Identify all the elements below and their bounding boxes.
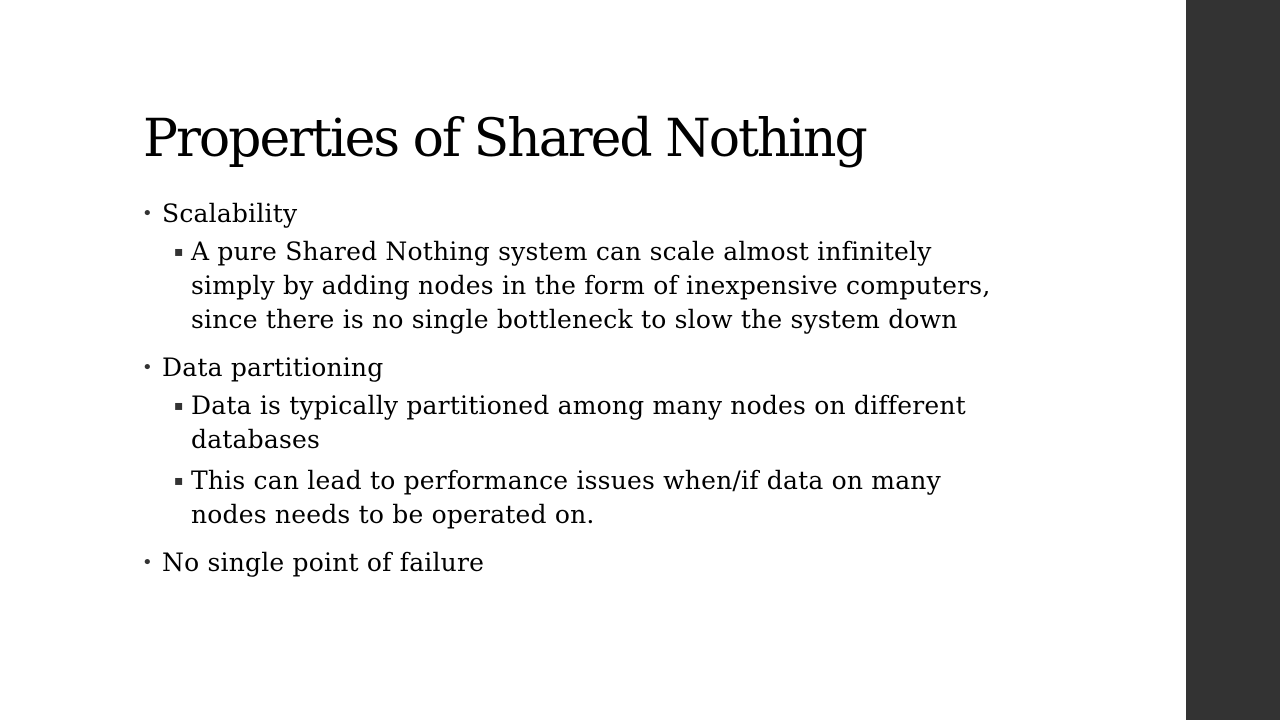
- bullet-icon: •: [142, 552, 153, 573]
- bullet-icon: •: [142, 357, 153, 378]
- sub-bullet-item: [162, 235, 1020, 337]
- bullet-label: Scalability: [162, 199, 298, 228]
- bullet-item-data-partitioning: [140, 351, 1020, 532]
- sub-bullet-item: [162, 464, 1020, 532]
- sub-bullet-text: Data is typically partitioned among many nodes on different databases: [191, 391, 966, 454]
- bullet-list: [140, 197, 1020, 594]
- sub-bullet-list: [162, 235, 1020, 337]
- sub-bullet-icon: ▪: [174, 473, 184, 489]
- slide-title: Properties of Shared Nothing: [143, 109, 866, 169]
- sub-bullet-list: [162, 389, 1020, 532]
- bullet-item-scalability: [140, 197, 1020, 337]
- sub-bullet-icon: ▪: [174, 398, 184, 414]
- sub-bullet-text: A pure Shared Nothing system can scale almost infinitely simply by adding nodes in the form of inexpensive computers, since there is no single bottleneck to slow the system down: [191, 237, 991, 334]
- sub-bullet-text: This can lead to performance issues when/if data on many nodes needs to be operated on.: [191, 466, 941, 529]
- bullet-label: No single point of failure: [162, 548, 485, 577]
- sub-bullet-item: [162, 389, 1020, 457]
- sub-bullet-icon: ▪: [174, 244, 184, 260]
- bullet-label: Data partitioning: [162, 353, 384, 382]
- bullet-item-no-single-point-of-failure: [140, 546, 1020, 580]
- side-accent-panel: [1186, 0, 1280, 720]
- bullet-icon: •: [142, 203, 153, 224]
